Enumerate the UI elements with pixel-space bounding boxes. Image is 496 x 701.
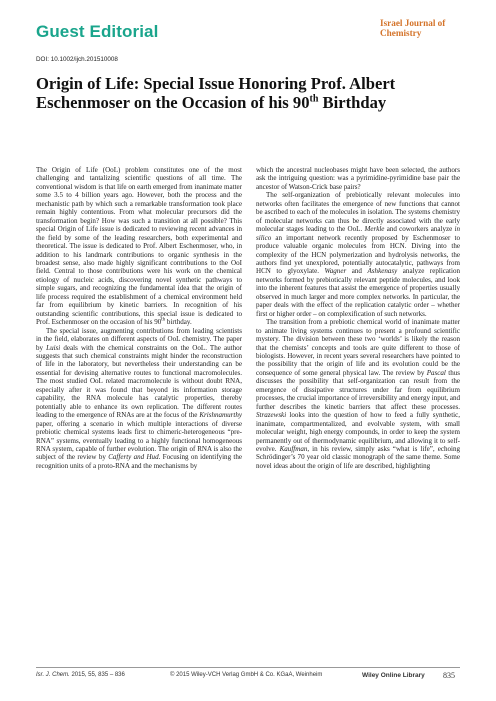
paragraph: The self-organization of prebiotically relevant molecules into networks often facilitates the emergence of new functions that cannot be ascribed to each of the molecules in isolation. The systems chemistry of molecular networks can thus be directly associated with the early molecular stages leading to the OoL. Merkle and coworkers analyze in silico an important network recently proposed by Eschenmoser to produce valuable organic molecules from HCN. Diving into the complexity of the HCN polymerization and hydrolysis networks, the authors find yet unexplored, potentially autocatalytic, pathways from HCN to glyoxylate. Wagner and Ashkenasy analyze replication networks formed by prebiotically relevant peptide molecules, and look into the inherent features that assist the emergence of properties usually observed in much larger and more complex networks. In particular, the paper deals with the effect of the replication catalytic order – whether first or higher order – on complexification of such networks. bbox=[256, 191, 461, 318]
footer-divider bbox=[36, 667, 460, 668]
title-end: Birthday bbox=[318, 93, 387, 112]
paragraph: The special issue, augmenting contributions from leading scientists in the field, elaborates on different aspects of OoL chemistry. The paper by Luisi deals with the chemical constraints on the OoL. The author suggests that such chemical constraints might hinder the reconstruction of life in the laboratory, but nevertheless their understanding can be essential for devising alternative routes to functional macromolecules. The most studied OoL related macromolecule is without doubt RNA, especially after it was found that beyond its information storage capability, the RNA molecule has catalytic properties, thereby potentially able to enhance its own replication. The different routes leading to the emergence of RNAs are at the focus of the Krishnamurthy paper, offering a scenario in which multiple interactions of diverse prebiotic chemical systems leads first to chimeric-heterogeneous “pre-RNA” systems, eventually leading to a highly functional homogeneous RNA system, capable of further evolution. The origin of RNA is also the subject of the review by Cafferty and Hud. Focusing on identifying the recognition units of a proto-RNA and the mechanisms by bbox=[36, 326, 243, 470]
paragraph: The transition from a prebiotic chemical world of inanimate matter to animate living systems continues to present a profound scientific mystery. The division between these two ‘worlds’ is likely the reason that the chemists’ concepts and tools are quite different to those of biologists. However, in recent years several researchers have pointed to the possibility that the origin of life and its evolution could be the consequence of some general physical law. The review by Pascal thus discusses the possibility that self-organization can result from the emergence of dissipative structures under far from equilibrium processes, the crucial importance of irreversibility and energy input, and further describes the kinetic barriers that affect these processes. Strazewski looks into the question of how to feed a fully synthetic, inanimate, compartmentalized, and evolvable system, with small molecular weight, high energy compounds, in order to keep the system permanently out of thermodynamic equilibrium, and allowing it to self-evolve. Kauffman, in his review, simply asks “what is life”, echoing Schrödinger’s 70 year old classic monograph of the same theme. Some novel ideas about the origin of life are described, highlighting bbox=[256, 318, 461, 470]
title-superscript: th bbox=[309, 93, 319, 105]
paragraph: The Origin of Life (OoL) problem constitutes one of the most challenging and tantalizing scientific questions of all time. The conventional wisdom is that life on earth emerged from inanimate matter some 3.5 to 4 billion years ago. However, both the process and the mechanistic path by which such a remarkable transformation took place remain highly contentious. From what molecular precursors did the transformation begin? How was such a transition at all possible? This special Origin of Life issue is dedicated to reviewing recent advances in the field by some of the leading researchers, both experimental and theoretical. The issue is dedicated to Prof. Albert Eschenmoser, who, in addition to his landmark contributions to organic synthesis in the broadest sense, also made highly significant contributions to the OoI field. Central to those contributions were his work on the chemical etiology of nucleic acids, discovering novel synthetic pathways to simple sugars, and recognizing the fundamental idea that the origin of life process required the establishment of a chemical environment held far from equilibrium by kinetic barriers. In recognition of his outstanding scientific contributions, this special issue is dedicated to Prof. Eschenmoser on the occasion of his 90th birthday. bbox=[36, 166, 242, 327]
paragraph: which the ancestral nucleobases might have been selected, the authors ask the intriguing question: was a pyrimidine-pyrimidine base pair the ancestor of Watson-Crick base pairs? bbox=[256, 166, 460, 191]
right-column bbox=[256, 166, 460, 470]
doi-line: DOI: 10.1002/ijch.201510008 bbox=[36, 56, 118, 63]
title-main: Origin of Life: Special Issue Honoring Prof. Albert Eschenmoser on the Occasion of his 90 bbox=[36, 74, 396, 112]
footer-copyright: © 2015 Wiley-VCH Verlag GmbH & Co. KGaA, Weinheim bbox=[170, 672, 323, 678]
wiley-online-library-link[interactable]: Wiley Online Library bbox=[362, 672, 425, 679]
footer-citation: Isr. J. Chem. 2015, 55, 835 – 836 bbox=[36, 672, 125, 678]
left-column bbox=[36, 166, 242, 470]
article-title bbox=[36, 74, 466, 112]
section-heading: Guest Editorial bbox=[36, 22, 159, 41]
page-number: 835 bbox=[443, 671, 455, 680]
journal-name: Israel Journal of Chemistry bbox=[380, 18, 446, 38]
